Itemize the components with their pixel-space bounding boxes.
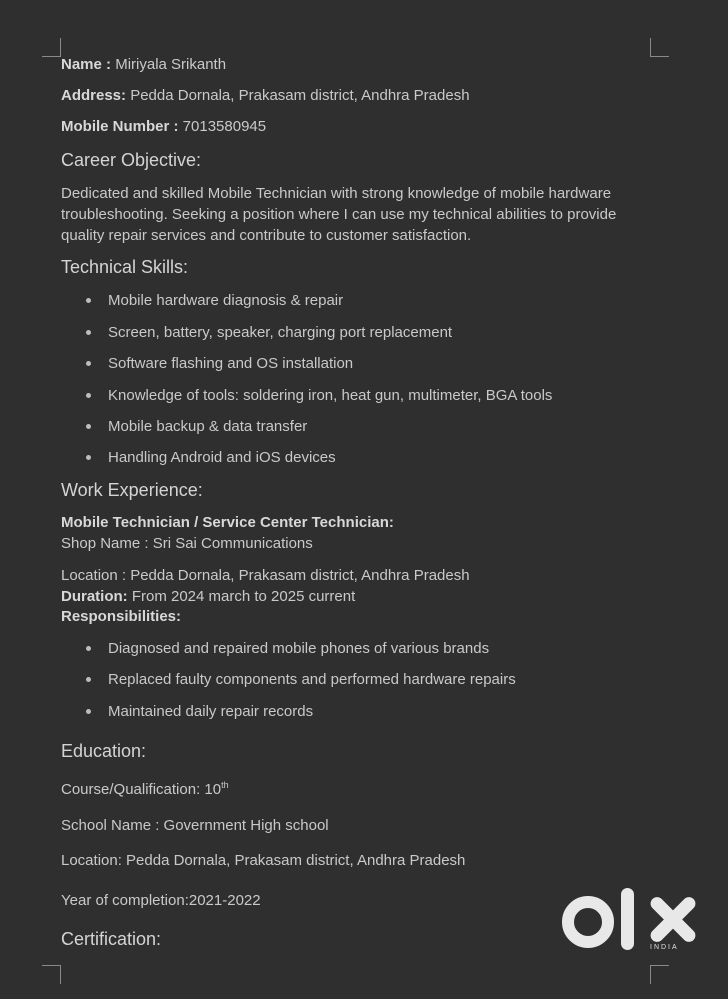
crop-mark-top-right xyxy=(650,38,669,57)
bullet-icon xyxy=(86,361,91,366)
skill-item: Mobile backup & data transfer xyxy=(108,418,308,435)
experience-location: Location : Pedda Dornala, Prakasam district, Andhra Pradesh xyxy=(61,567,470,584)
bullet-icon xyxy=(86,424,91,429)
olx-watermark-logo xyxy=(558,888,698,960)
address-line xyxy=(61,86,470,106)
education-year: Year of completion:2021-2022 xyxy=(61,892,261,909)
skill-item: Knowledge of tools: soldering iron, heat gun, multimeter, BGA tools xyxy=(108,387,553,404)
name-line xyxy=(61,55,226,75)
course-text: Course/Qualification: 10 xyxy=(61,781,222,798)
crop-mark-bottom-left xyxy=(42,965,61,984)
certification-heading: Certification: xyxy=(61,929,162,949)
bullet-icon xyxy=(86,709,91,714)
skill-item: Mobile hardware diagnosis & repair xyxy=(108,292,344,309)
mobile-value: 7013580945 xyxy=(178,118,267,135)
name-label: Name : xyxy=(61,56,112,73)
education-school: School Name : Government High school xyxy=(61,817,329,834)
bullet-icon xyxy=(86,455,91,460)
education-course xyxy=(61,780,229,800)
responsibilities-label: Responsibilities: xyxy=(61,608,182,625)
crop-mark-top-left xyxy=(42,38,61,57)
bullet-icon xyxy=(86,677,91,682)
bullet-icon xyxy=(86,298,91,303)
responsibility-item: Maintained daily repair records xyxy=(108,703,314,720)
responsibility-item: Diagnosed and repaired mobile phones of various brands xyxy=(108,640,490,657)
skill-item: Screen, battery, speaker, charging port replacement xyxy=(108,324,453,341)
career-text: Dedicated and skilled Mobile Technician with strong knowledge of mobile hardware troubleshooting. Seeking a position where I can use my technical abilities to provide quality repair services and contribute to customer satisfaction. xyxy=(61,185,617,244)
skill-item: Software flashing and OS installation xyxy=(108,355,354,372)
experience-shop: Shop Name : Sri Sai Communications xyxy=(61,535,313,552)
education-location: Location: Pedda Dornala, Prakasam district, Andhra Pradesh xyxy=(61,852,466,869)
bullet-icon xyxy=(86,330,91,335)
duration-value: From 2024 march to 2025 current xyxy=(127,588,356,605)
address-value: Pedda Dornala, Prakasam district, Andhra Pradesh xyxy=(126,87,470,104)
duration-label: Duration: xyxy=(61,588,128,605)
experience-heading: Work Experience: xyxy=(61,480,203,500)
skill-item: Handling Android and iOS devices xyxy=(108,449,336,466)
olx-region-label: INDIA xyxy=(650,944,679,951)
course-superscript: th xyxy=(221,780,229,790)
name-value: Miriyala Srikanth xyxy=(111,56,227,73)
bullet-icon xyxy=(86,646,91,651)
experience-duration xyxy=(61,587,355,607)
mobile-label: Mobile Number : xyxy=(61,118,179,135)
mobile-line xyxy=(61,117,266,137)
experience-role: Mobile Technician / Service Center Technician: xyxy=(61,514,394,531)
crop-mark-bottom-right xyxy=(650,965,669,984)
education-heading: Education: xyxy=(61,741,147,761)
career-heading: Career Objective: xyxy=(61,150,202,170)
skills-heading: Technical Skills: xyxy=(61,257,189,277)
bullet-icon xyxy=(86,393,91,398)
address-label: Address: xyxy=(61,87,127,104)
responsibility-item: Replaced faulty components and performed hardware repairs xyxy=(108,671,516,688)
